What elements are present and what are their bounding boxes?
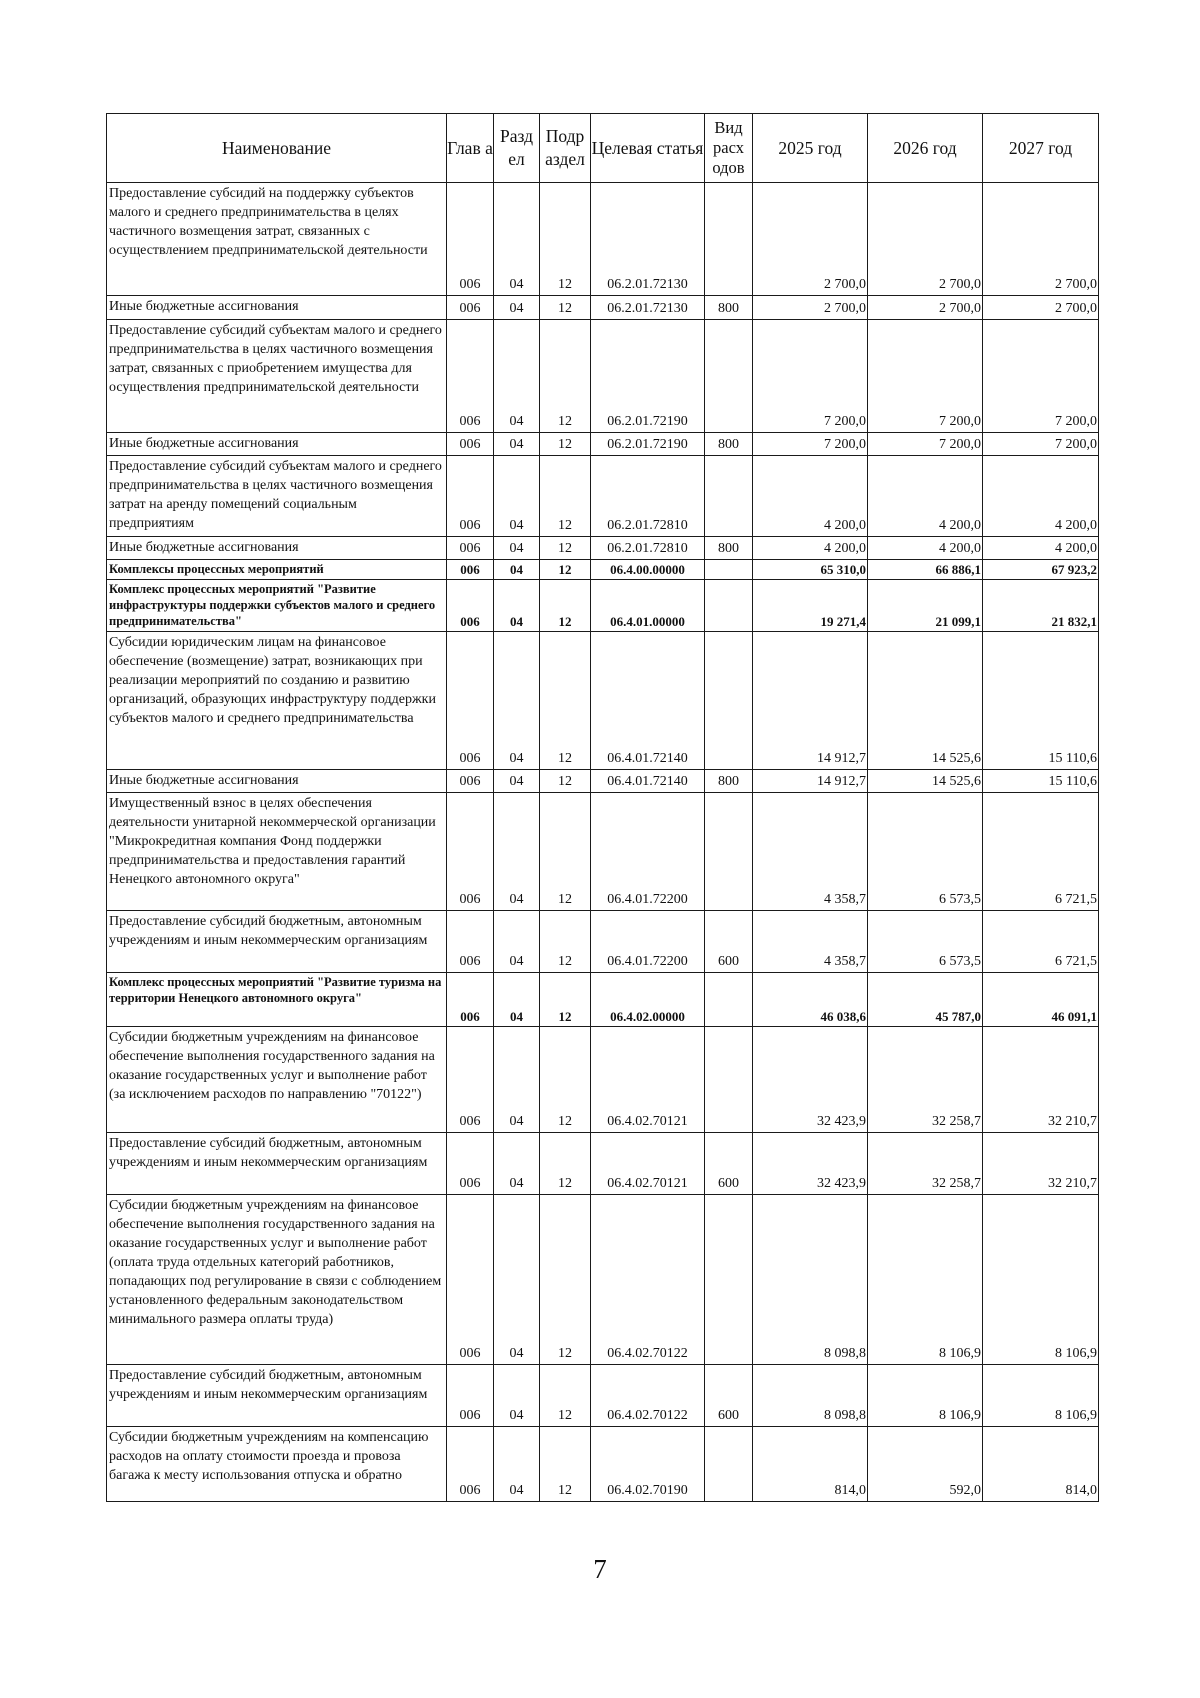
cell-podrazdel: 12 xyxy=(540,793,591,911)
cell-glava: 006 xyxy=(447,296,494,320)
cell-celevaya: 06.4.01.00000 xyxy=(591,580,705,632)
cell-vid: 600 xyxy=(705,911,753,973)
cell-razdel: 04 xyxy=(494,770,540,793)
cell-name: Иные бюджетные ассигнования xyxy=(107,433,447,456)
cell-name: Комплекс процессных мероприятий "Развитие инфраструктуры поддержки субъектов малого и среднего предпринимательства" xyxy=(107,580,447,632)
cell-2026: 2 700,0 xyxy=(868,296,983,320)
cell-celevaya: 06.4.02.70122 xyxy=(591,1365,705,1427)
cell-vid: 800 xyxy=(705,537,753,560)
cell-razdel: 04 xyxy=(494,537,540,560)
cell-vid xyxy=(705,320,753,433)
cell-2025: 7 200,0 xyxy=(753,433,868,456)
cell-podrazdel: 12 xyxy=(540,580,591,632)
cell-2025: 814,0 xyxy=(753,1427,868,1502)
cell-glava: 006 xyxy=(447,1427,494,1502)
cell-celevaya: 06.4.02.70122 xyxy=(591,1195,705,1365)
cell-2025: 32 423,9 xyxy=(753,1027,868,1133)
cell-podrazdel: 12 xyxy=(540,456,591,537)
cell-name: Субсидии бюджетным учреждениям на компенсацию расходов на оплату стоимости проезда и провоза багажа к месту использования отпуска и обратно xyxy=(107,1427,447,1502)
cell-celevaya: 06.2.01.72190 xyxy=(591,320,705,433)
cell-name: Предоставление субсидий на поддержку субъектов малого и среднего предпринимательства в целях частичного возмещения затрат, связанных с осуществлением предпринимательской деятельности xyxy=(107,183,447,296)
cell-2026: 45 787,0 xyxy=(868,973,983,1027)
cell-celevaya: 06.4.00.00000 xyxy=(591,560,705,580)
header-name: Наименование xyxy=(107,114,447,183)
table-row xyxy=(107,632,1099,770)
cell-2025: 46 038,6 xyxy=(753,973,868,1027)
cell-glava: 006 xyxy=(447,1027,494,1133)
cell-celevaya: 06.4.02.70190 xyxy=(591,1427,705,1502)
cell-2027: 7 200,0 xyxy=(983,433,1099,456)
cell-glava: 006 xyxy=(447,1133,494,1195)
cell-celevaya: 06.4.01.72140 xyxy=(591,770,705,793)
header-vid: Вид расх одов xyxy=(705,114,753,183)
cell-2027: 15 110,6 xyxy=(983,770,1099,793)
cell-podrazdel: 12 xyxy=(540,183,591,296)
cell-celevaya: 06.4.01.72200 xyxy=(591,793,705,911)
cell-razdel: 04 xyxy=(494,456,540,537)
cell-vid xyxy=(705,1027,753,1133)
cell-2027: 15 110,6 xyxy=(983,632,1099,770)
cell-vid: 800 xyxy=(705,770,753,793)
cell-name: Предоставление субсидий бюджетным, автономным учреждениям и иным некоммерческим организациям xyxy=(107,1133,447,1195)
cell-name: Предоставление субсидий бюджетным, автономным учреждениям и иным некоммерческим организациям xyxy=(107,911,447,973)
table-row xyxy=(107,580,1099,632)
cell-2027: 46 091,1 xyxy=(983,973,1099,1027)
cell-2026: 21 099,1 xyxy=(868,580,983,632)
cell-2027: 7 200,0 xyxy=(983,320,1099,433)
cell-razdel: 04 xyxy=(494,1427,540,1502)
cell-razdel: 04 xyxy=(494,632,540,770)
cell-vid xyxy=(705,560,753,580)
cell-razdel: 04 xyxy=(494,1027,540,1133)
table-row xyxy=(107,560,1099,580)
cell-2027: 2 700,0 xyxy=(983,296,1099,320)
cell-razdel: 04 xyxy=(494,320,540,433)
cell-vid: 600 xyxy=(705,1365,753,1427)
cell-name: Предоставление субсидий бюджетным, автономным учреждениям и иным некоммерческим организациям xyxy=(107,1365,447,1427)
cell-2027: 6 721,5 xyxy=(983,793,1099,911)
table-row xyxy=(107,537,1099,560)
cell-vid xyxy=(705,456,753,537)
cell-razdel: 04 xyxy=(494,1365,540,1427)
cell-glava: 006 xyxy=(447,1195,494,1365)
cell-glava: 006 xyxy=(447,320,494,433)
table-row xyxy=(107,183,1099,296)
cell-name: Предоставление субсидий субъектам малого и среднего предпринимательства в целях частичного возмещения затрат, связанных с приобретением имущества для осуществления предпринимательской деятельности xyxy=(107,320,447,433)
table-row xyxy=(107,320,1099,433)
cell-razdel: 04 xyxy=(494,296,540,320)
cell-glava: 006 xyxy=(447,560,494,580)
cell-2027: 814,0 xyxy=(983,1427,1099,1502)
cell-2026: 14 525,6 xyxy=(868,632,983,770)
cell-name: Субсидии бюджетным учреждениям на финансовое обеспечение выполнения государственного задания на оказание государственных услуг и выполнение работ (оплата труда отдельных категорий работников, попадающих под регулирование в связи с соблюдением установленного федеральным законодательством минимального размера оплаты труда) xyxy=(107,1195,447,1365)
table-row xyxy=(107,456,1099,537)
cell-podrazdel: 12 xyxy=(540,1133,591,1195)
cell-vid: 800 xyxy=(705,433,753,456)
cell-2026: 592,0 xyxy=(868,1427,983,1502)
cell-vid xyxy=(705,793,753,911)
cell-2027: 2 700,0 xyxy=(983,183,1099,296)
cell-podrazdel: 12 xyxy=(540,433,591,456)
table-row xyxy=(107,793,1099,911)
cell-2025: 8 098,8 xyxy=(753,1365,868,1427)
cell-razdel: 04 xyxy=(494,183,540,296)
cell-celevaya: 06.2.01.72190 xyxy=(591,433,705,456)
cell-celevaya: 06.2.01.72130 xyxy=(591,296,705,320)
cell-podrazdel: 12 xyxy=(540,1365,591,1427)
cell-2026: 7 200,0 xyxy=(868,320,983,433)
cell-2026: 7 200,0 xyxy=(868,433,983,456)
cell-podrazdel: 12 xyxy=(540,537,591,560)
cell-2026: 4 200,0 xyxy=(868,537,983,560)
cell-2026: 32 258,7 xyxy=(868,1027,983,1133)
cell-2025: 7 200,0 xyxy=(753,320,868,433)
cell-podrazdel: 12 xyxy=(540,632,591,770)
cell-podrazdel: 12 xyxy=(540,560,591,580)
cell-2027: 4 200,0 xyxy=(983,456,1099,537)
cell-glava: 006 xyxy=(447,1365,494,1427)
cell-glava: 006 xyxy=(447,456,494,537)
budget-table xyxy=(106,113,1099,1502)
cell-2026: 8 106,9 xyxy=(868,1365,983,1427)
cell-vid xyxy=(705,580,753,632)
cell-razdel: 04 xyxy=(494,911,540,973)
cell-2026: 2 700,0 xyxy=(868,183,983,296)
cell-2027: 6 721,5 xyxy=(983,911,1099,973)
cell-celevaya: 06.4.01.72140 xyxy=(591,632,705,770)
cell-glava: 006 xyxy=(447,770,494,793)
cell-name: Иные бюджетные ассигнования xyxy=(107,296,447,320)
cell-name: Комплексы процессных мероприятий xyxy=(107,560,447,580)
cell-2027: 32 210,7 xyxy=(983,1133,1099,1195)
cell-2025: 8 098,8 xyxy=(753,1195,868,1365)
cell-2025: 14 912,7 xyxy=(753,770,868,793)
cell-name: Субсидии юридическим лицам на финансовое обеспечение (возмещение) затрат, возникающих при реализации мероприятий по созданию и развитию организаций, образующих инфраструктуру поддержки субъектов малого и среднего предпринимательства xyxy=(107,632,447,770)
cell-vid xyxy=(705,973,753,1027)
cell-podrazdel: 12 xyxy=(540,1027,591,1133)
cell-glava: 006 xyxy=(447,632,494,770)
cell-glava: 006 xyxy=(447,537,494,560)
cell-2027: 67 923,2 xyxy=(983,560,1099,580)
cell-2026: 32 258,7 xyxy=(868,1133,983,1195)
cell-2026: 4 200,0 xyxy=(868,456,983,537)
cell-razdel: 04 xyxy=(494,793,540,911)
cell-celevaya: 06.2.01.72130 xyxy=(591,183,705,296)
header-glava: Глав а xyxy=(447,114,494,183)
table-row xyxy=(107,1365,1099,1427)
table-row xyxy=(107,1027,1099,1133)
cell-glava: 006 xyxy=(447,580,494,632)
cell-2027: 32 210,7 xyxy=(983,1027,1099,1133)
cell-2027: 8 106,9 xyxy=(983,1195,1099,1365)
cell-glava: 006 xyxy=(447,911,494,973)
header-podrazdel: Подр аздел xyxy=(540,114,591,183)
header-row xyxy=(107,114,1099,183)
table-row xyxy=(107,1427,1099,1502)
cell-2025: 4 200,0 xyxy=(753,537,868,560)
table-row xyxy=(107,770,1099,793)
cell-2026: 14 525,6 xyxy=(868,770,983,793)
cell-razdel: 04 xyxy=(494,560,540,580)
cell-name: Субсидии бюджетным учреждениям на финансовое обеспечение выполнения государственного задания на оказание государственных услуг и выполнение работ (за исключением расходов по направлению "70122") xyxy=(107,1027,447,1133)
cell-2025: 4 358,7 xyxy=(753,911,868,973)
cell-glava: 006 xyxy=(447,433,494,456)
table-body xyxy=(107,183,1099,1502)
cell-glava: 006 xyxy=(447,793,494,911)
cell-2025: 19 271,4 xyxy=(753,580,868,632)
cell-2026: 8 106,9 xyxy=(868,1195,983,1365)
cell-vid: 800 xyxy=(705,296,753,320)
cell-razdel: 04 xyxy=(494,433,540,456)
cell-name: Иные бюджетные ассигнования xyxy=(107,537,447,560)
page-number: 7 xyxy=(593,1554,607,1584)
cell-glava: 006 xyxy=(447,183,494,296)
header-2026: 2026 год xyxy=(868,114,983,183)
table-row xyxy=(107,296,1099,320)
table-row xyxy=(107,973,1099,1027)
cell-celevaya: 06.4.02.00000 xyxy=(591,973,705,1027)
cell-podrazdel: 12 xyxy=(540,320,591,433)
cell-2027: 4 200,0 xyxy=(983,537,1099,560)
cell-2026: 66 886,1 xyxy=(868,560,983,580)
cell-vid xyxy=(705,183,753,296)
cell-vid: 600 xyxy=(705,1133,753,1195)
cell-celevaya: 06.4.02.70121 xyxy=(591,1133,705,1195)
cell-podrazdel: 12 xyxy=(540,911,591,973)
header-2025: 2025 год xyxy=(753,114,868,183)
header-2027: 2027 год xyxy=(983,114,1099,183)
cell-podrazdel: 12 xyxy=(540,770,591,793)
cell-celevaya: 06.4.02.70121 xyxy=(591,1027,705,1133)
table-row xyxy=(107,911,1099,973)
cell-2025: 65 310,0 xyxy=(753,560,868,580)
cell-name: Комплекс процессных мероприятий "Развитие туризма на территории Ненецкого автономного округа" xyxy=(107,973,447,1027)
cell-vid xyxy=(705,1195,753,1365)
cell-2026: 6 573,5 xyxy=(868,911,983,973)
cell-2027: 21 832,1 xyxy=(983,580,1099,632)
cell-2025: 32 423,9 xyxy=(753,1133,868,1195)
cell-podrazdel: 12 xyxy=(540,973,591,1027)
cell-podrazdel: 12 xyxy=(540,1427,591,1502)
cell-name: Иные бюджетные ассигнования xyxy=(107,770,447,793)
table-row xyxy=(107,1133,1099,1195)
cell-razdel: 04 xyxy=(494,1195,540,1365)
table-row xyxy=(107,433,1099,456)
cell-2027: 8 106,9 xyxy=(983,1365,1099,1427)
cell-razdel: 04 xyxy=(494,973,540,1027)
cell-celevaya: 06.4.01.72200 xyxy=(591,911,705,973)
cell-2025: 4 358,7 xyxy=(753,793,868,911)
cell-2025: 2 700,0 xyxy=(753,183,868,296)
cell-vid xyxy=(705,632,753,770)
cell-2026: 6 573,5 xyxy=(868,793,983,911)
cell-celevaya: 06.2.01.72810 xyxy=(591,456,705,537)
cell-2025: 2 700,0 xyxy=(753,296,868,320)
header-razdel: Разд ел xyxy=(494,114,540,183)
cell-glava: 006 xyxy=(447,973,494,1027)
cell-2025: 14 912,7 xyxy=(753,632,868,770)
cell-name: Имущественный взнос в целях обеспечения деятельности унитарной некоммерческой организации "Микрокредитная компания Фонд поддержки предпринимательства и предоставления гарантий Ненецкого автономного округа" xyxy=(107,793,447,911)
cell-2025: 4 200,0 xyxy=(753,456,868,537)
table-row xyxy=(107,1195,1099,1365)
cell-vid xyxy=(705,1427,753,1502)
cell-podrazdel: 12 xyxy=(540,296,591,320)
cell-celevaya: 06.2.01.72810 xyxy=(591,537,705,560)
cell-podrazdel: 12 xyxy=(540,1195,591,1365)
cell-razdel: 04 xyxy=(494,580,540,632)
cell-razdel: 04 xyxy=(494,1133,540,1195)
header-celevaya: Целевая статья xyxy=(591,114,705,183)
cell-name: Предоставление субсидий субъектам малого и среднего предпринимательства в целях частичного возмещения затрат на аренду помещений социальным предприятиям xyxy=(107,456,447,537)
